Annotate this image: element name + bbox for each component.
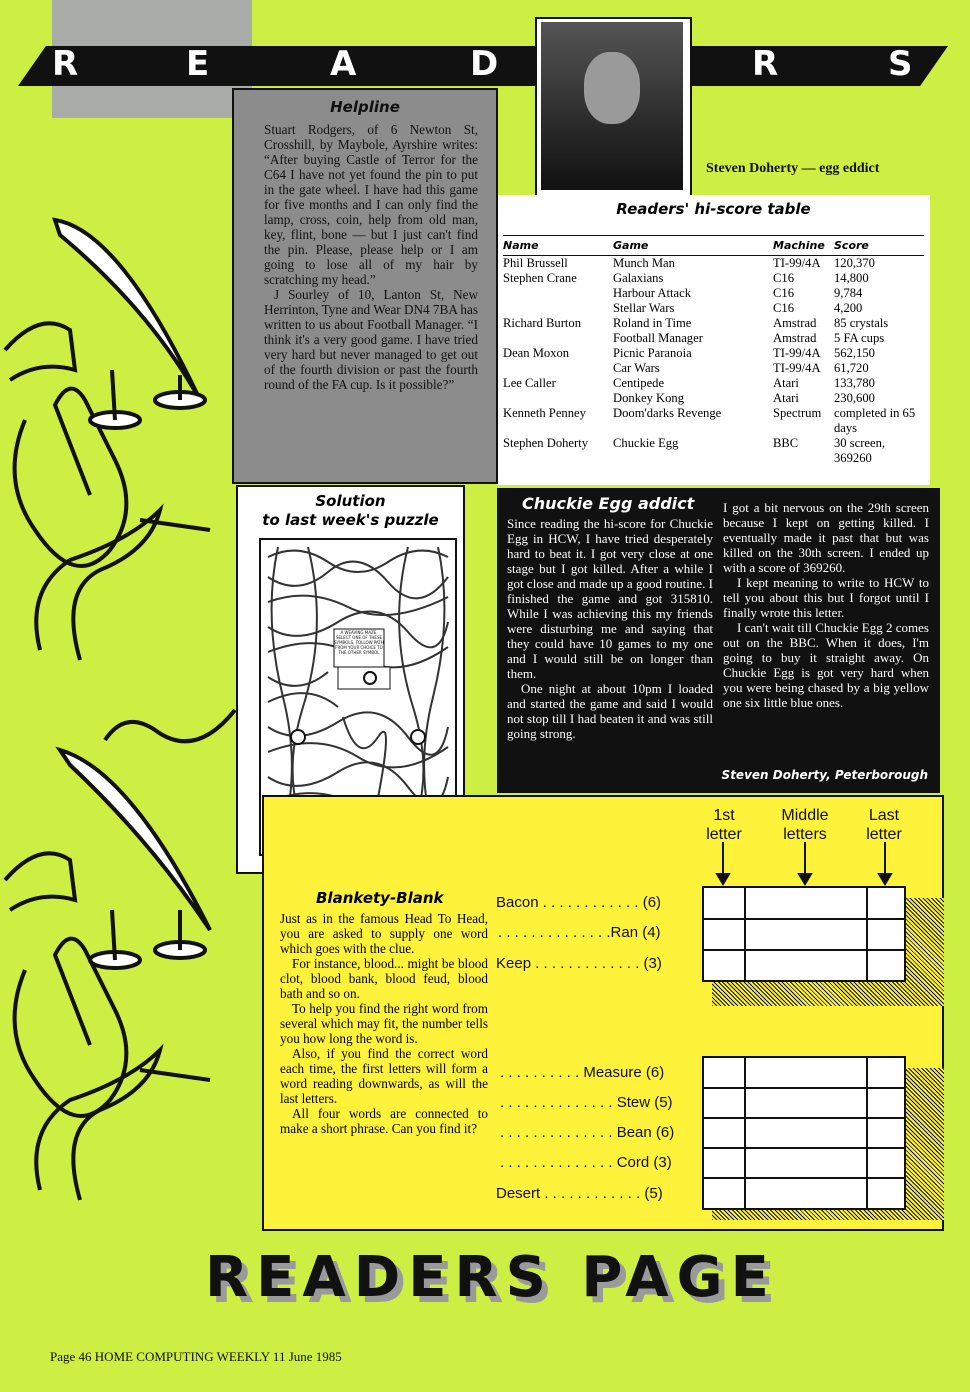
- page-footer: Page 46 HOME COMPUTING WEEKLY 11 June 1985: [50, 1349, 342, 1364]
- solution-title-line1: Solution: [315, 492, 386, 510]
- score-name: [503, 331, 613, 346]
- clue-measure: . . . . . . . . . . Measure (6): [500, 1064, 665, 1081]
- blankety-body: [280, 911, 488, 1136]
- chuckie-column-2: [723, 500, 929, 710]
- arrow-pointers: [700, 840, 910, 888]
- header-middle-letters: Middle letters: [781, 807, 829, 843]
- score-machine: C16: [773, 301, 794, 315]
- clue-cord: . . . . . . . . . . . . . . Cord (3): [500, 1154, 672, 1171]
- score-game: Football Manager: [613, 331, 703, 345]
- score-machine: Atari: [773, 376, 799, 390]
- clue-bacon: Bacon . . . . . . . . . . . . (6): [496, 894, 662, 911]
- chuckie-title: Chuckie Egg addict: [522, 494, 695, 513]
- chuckie-column-1: [507, 516, 713, 741]
- score-game: Chuckie Egg: [613, 436, 679, 450]
- score-game: Galaxians: [613, 271, 664, 285]
- blankety-title: Blankety-Blank: [316, 889, 444, 907]
- blankety-para-4: Also, if you find the correct word each time, the first letters will form a word reading downwards, as will the last letters.: [280, 1046, 488, 1106]
- chuckie-signature: Steven Doherty, Peterborough: [721, 768, 928, 782]
- solution-title-line2: to last week's puzzle: [262, 511, 439, 529]
- clue-desert: Desert . . . . . . . . . . . . (5): [496, 1185, 663, 1202]
- helpline-panel: [232, 88, 498, 484]
- blankety-para-2: For instance, blood... might be blood clot, blood bank, blood feud, blood bath and so on.: [280, 956, 488, 1001]
- chuckie-para-1: Since reading the hi-score for Chuckie Egg in HCW, I have tried desperately hard to beat it. I got very close at one stage but I got killed. After a while I got close and made up a good routine. I finished the game and got 315810. While I was achieving this my friends were disturbing me and saying that they could have 10 games to my one and I would still be on longer than them.: [507, 516, 713, 681]
- score-value: 230,600: [834, 391, 875, 405]
- score-name: Lee Caller: [503, 376, 556, 390]
- hiscore-title: Readers' hi-score table: [616, 200, 811, 218]
- score-name: Stephen Crane: [503, 271, 577, 285]
- helpline-letter-2: J Sourley of 10, Lanton St, New Herrinton, Tyne and Wear DN4 7BA has written to us about Football Manager. “I think it's a very good game. I have tried very hard but never managed to get out of the fourth division or past the fourth round of the FA cup. Is it possible?”: [264, 287, 478, 392]
- table-row: [503, 301, 924, 316]
- score-machine: Spectrum: [773, 406, 822, 420]
- score-machine: TI-99/4A: [773, 361, 821, 375]
- score-name: Phil Brussell: [503, 256, 568, 270]
- readers-page-title: READERS PAGE: [205, 1245, 777, 1310]
- table-row: [503, 286, 924, 301]
- score-value: 562,150: [834, 346, 875, 360]
- blankety-para-5: All four words are connected to make a short phrase. Can you find it?: [280, 1106, 488, 1136]
- score-machine: Amstrad: [773, 331, 817, 345]
- score-name: [503, 286, 613, 301]
- chuckie-para-4: I kept meaning to write to HCW to tell you about this but I forgot until I finally wrote this letter.: [723, 575, 929, 620]
- score-machine: Atari: [773, 391, 799, 405]
- score-value: 120,370: [834, 256, 875, 270]
- table-row: [503, 256, 924, 272]
- score-game: Picnic Paranoia: [613, 346, 692, 360]
- header-name: Name: [503, 236, 613, 256]
- table-row: [503, 376, 924, 391]
- score-value: 4,200: [834, 301, 863, 315]
- chuckie-para-2: One night at about 10pm I loaded and started the game and said I would not stop till I had beaten it and was still going strong.: [507, 681, 713, 741]
- blankety-para-1: Just as in the famous Head To Head, you are asked to supply one word which goes with the clue.: [280, 911, 488, 956]
- score-value: 30 screen, 369260: [834, 436, 886, 465]
- chuckie-para-3: I got a bit nervous on the 29th screen because I kept on getting killed. I eventually made it past that but was killed on the 30th screen. I ended up with a score of 369260.: [723, 500, 929, 575]
- score-name: [503, 361, 613, 376]
- banner-letter-r: R: [52, 44, 81, 84]
- table-row: [503, 406, 924, 436]
- banner-letter-r2: R: [752, 44, 781, 84]
- score-name: Dean Moxon: [503, 346, 570, 360]
- table-row: [503, 331, 924, 346]
- header-score: Score: [834, 236, 924, 256]
- clue-stew: . . . . . . . . . . . . . . Stew (5): [500, 1094, 673, 1111]
- score-name: [503, 301, 613, 316]
- chuckie-para-5: I can't wait till Chuckie Egg 2 comes out on the BBC. When it does, I'm going to buy it straight away. On Chuckie Egg is got very hard when you were being chased by a big yellow one six little blue ones.: [723, 620, 929, 710]
- blankety-para-3: To help you find the right word from several which may fit, the number tells you how long the word is.: [280, 1001, 488, 1046]
- photo-caption: Steven Doherty — egg eddict: [706, 161, 880, 176]
- score-machine: Amstrad: [773, 316, 817, 330]
- chuckie-egg-panel: [497, 488, 940, 793]
- score-machine: BBC: [773, 436, 799, 450]
- score-game: Donkey Kong: [613, 391, 685, 405]
- score-game: Munch Man: [613, 256, 675, 270]
- hiscore-table: [503, 235, 924, 466]
- score-machine: C16: [773, 271, 794, 285]
- banner-letter-d: D: [470, 44, 501, 84]
- table-row: [503, 436, 924, 466]
- clue-bean: . . . . . . . . . . . . . . Bean (6): [500, 1124, 675, 1141]
- score-value: 133,780: [834, 376, 875, 390]
- score-value: 14,800: [834, 271, 869, 285]
- helpline-body: [264, 122, 478, 392]
- header-machine: Machine: [773, 236, 834, 256]
- score-game: Centipede: [613, 376, 665, 390]
- helpline-letter-1: Stuart Rodgers, of 6 Newton St, Crosshill, by Maybole, Ayrshire writes: “After buying Castle of Terror for the C64 I have not yet found the pin to put in the gate wheel. I have had this game for five months and I can only find the lamp, cross, coin, help from old man, key, flint, bone — but I just can't find the pin. Please, please help or I am going to lose all of my hair by scratching my head.”: [264, 122, 478, 287]
- score-machine: C16: [773, 286, 794, 300]
- clue-ran: . . . . . . . . . . . . . .Ran (4): [498, 924, 661, 941]
- table-row: [503, 316, 924, 331]
- score-value: completed in 65 days: [834, 406, 916, 435]
- table-row: [503, 346, 924, 361]
- banner-letter-a: A: [330, 44, 359, 84]
- reader-face: [584, 52, 640, 124]
- table-row: [503, 361, 924, 376]
- score-value: 85 crystals: [834, 316, 889, 330]
- header-game: Game: [613, 236, 773, 256]
- score-name: Kenneth Penney: [503, 406, 586, 420]
- score-name: [503, 391, 613, 406]
- banner-letter-e: E: [186, 44, 212, 84]
- header-last-letter: Last letter: [866, 807, 902, 843]
- clue-keep: Keep . . . . . . . . . . . . . (3): [496, 955, 662, 972]
- helpline-title: Helpline: [330, 98, 400, 116]
- score-name: Richard Burton: [503, 316, 581, 330]
- header-first-letter: 1st letter: [706, 807, 742, 843]
- top-answer-grid[interactable]: [702, 886, 906, 982]
- table-row: [503, 391, 924, 406]
- score-machine: TI-99/4A: [773, 256, 821, 270]
- maze-instructions: A WEAVING MAZE. SELECT ONE OF THESE SYMBOLS, FOLLOW PATH FROM YOUR CHOICE TO THE OTHER SYMBOL: [334, 630, 384, 655]
- solution-title: [238, 492, 463, 530]
- hiscore-panel: [497, 195, 930, 485]
- score-name: Stephen Doherty: [503, 436, 588, 450]
- decorative-stationery-illustration: [0, 190, 240, 1240]
- banner-letter-s: S: [888, 44, 915, 84]
- score-value: 61,720: [834, 361, 869, 375]
- table-row: [503, 271, 924, 286]
- score-value: 5 FA cups: [834, 331, 885, 345]
- bottom-answer-grid[interactable]: [702, 1056, 906, 1210]
- score-game: Roland in Time: [613, 316, 692, 330]
- score-game: Harbour Attack: [613, 286, 691, 300]
- score-value: 9,784: [834, 286, 863, 300]
- score-machine: TI-99/4A: [773, 346, 821, 360]
- score-game: Doom'darks Revenge: [613, 406, 722, 420]
- score-game: Stellar Wars: [613, 301, 675, 315]
- score-game: Car Wars: [613, 361, 660, 375]
